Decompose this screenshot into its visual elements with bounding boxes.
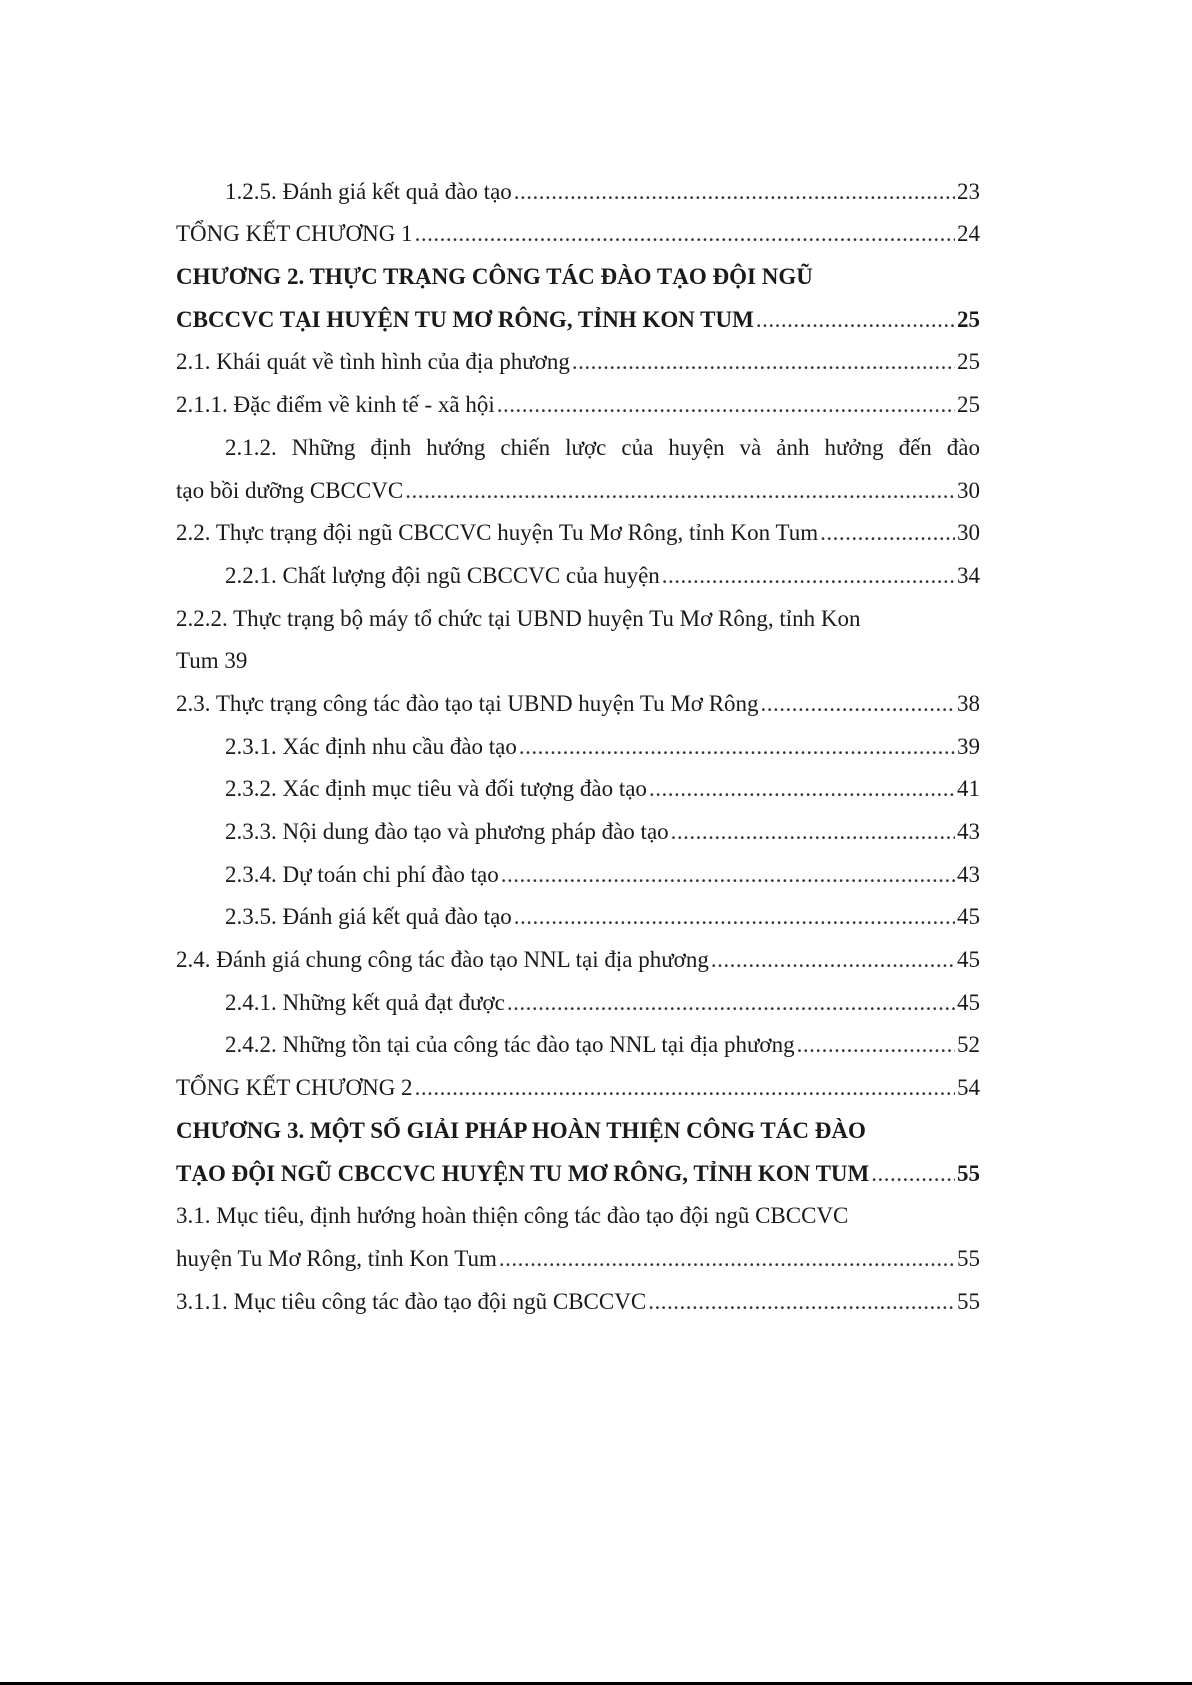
toc-entry-title: Tum 39 bbox=[176, 648, 248, 674]
toc-entry-page: 54 bbox=[957, 1075, 980, 1101]
dot-leader bbox=[649, 774, 955, 804]
toc-chapter-heading[interactable] bbox=[176, 255, 980, 298]
toc-entry[interactable] bbox=[176, 1237, 980, 1280]
toc-entry-title: 2.3. Thực trạng công tác đào tạo tại UBND huyện Tu Mơ Rông bbox=[176, 690, 759, 716]
toc-entry-title: 2.1.2. Những định hướng chiến lược của huyện và ảnh hưởng đến đào bbox=[225, 434, 980, 460]
dot-leader bbox=[820, 518, 955, 548]
dot-leader bbox=[671, 817, 955, 847]
toc-entry-page: 43 bbox=[957, 819, 980, 844]
toc-entry[interactable] bbox=[176, 1280, 980, 1323]
toc-entry[interactable] bbox=[176, 810, 980, 853]
toc-entry[interactable] bbox=[176, 725, 980, 768]
toc-entry-page: 55 bbox=[957, 1288, 980, 1314]
toc-entry-title: 2.3.5. Đánh giá kết quả đào tạo bbox=[225, 904, 512, 930]
toc-entry-page: 41 bbox=[957, 776, 980, 802]
toc-entry-title: TẠO ĐỘI NGŨ CBCCVC HUYỆN TU MƠ RÔNG, TỈNH KON TUM bbox=[176, 1160, 870, 1186]
toc-entry[interactable] bbox=[176, 554, 980, 597]
dot-leader bbox=[415, 219, 955, 249]
dot-leader bbox=[501, 860, 955, 890]
toc-entry[interactable] bbox=[176, 383, 980, 426]
toc-entry-page: 55 bbox=[957, 1160, 980, 1186]
toc-entry-title: tạo bồi dưỡng CBCCVC bbox=[176, 477, 404, 503]
dot-leader bbox=[761, 689, 955, 719]
toc-entry-page: 52 bbox=[957, 1032, 980, 1058]
toc-entry-page: 39 bbox=[957, 733, 980, 759]
toc-entry-page: 45 bbox=[957, 989, 980, 1015]
toc-entry-page: 25 bbox=[957, 306, 980, 332]
toc-entry-page: 30 bbox=[957, 520, 980, 546]
dot-leader bbox=[514, 177, 955, 207]
toc-entry[interactable] bbox=[176, 512, 980, 555]
toc-entry-title: 2.1. Khái quát về tình hình của địa phương bbox=[176, 349, 570, 375]
toc-entry-title: 2.3.4. Dự toán chi phí đào tạo bbox=[225, 861, 499, 887]
toc-entry[interactable] bbox=[176, 597, 980, 640]
toc-entry-page: 45 bbox=[957, 904, 980, 930]
dot-leader bbox=[648, 1287, 955, 1317]
dot-leader bbox=[514, 902, 955, 932]
toc-entry-title: TỔNG KẾT CHƯƠNG 1 bbox=[176, 221, 413, 247]
toc-entry[interactable] bbox=[176, 981, 980, 1024]
toc-entry-title: 2.1.1. Đặc điểm về kinh tế - xã hội bbox=[176, 392, 495, 418]
toc-entry-page: 25 bbox=[957, 392, 980, 418]
toc-entry-page: 25 bbox=[957, 349, 980, 375]
toc-entry-page: 24 bbox=[957, 221, 980, 247]
dot-leader bbox=[711, 945, 955, 975]
toc-entry-page: 23 bbox=[957, 178, 980, 204]
toc-entry-title: huyện Tu Mơ Rông, tỉnh Kon Tum bbox=[176, 1245, 497, 1271]
dot-leader bbox=[405, 476, 955, 506]
toc-entry-page: 45 bbox=[957, 947, 980, 973]
dot-leader bbox=[499, 1244, 955, 1274]
dot-leader bbox=[797, 1030, 955, 1060]
dot-leader bbox=[756, 305, 955, 335]
toc-entry-title: 3.1. Mục tiêu, định hướng hoàn thiện công tác đào tạo đội ngũ CBCCVC bbox=[176, 1203, 849, 1229]
toc-entry-page: 38 bbox=[957, 690, 980, 716]
dot-leader bbox=[415, 1073, 955, 1103]
toc-entry-title: 2.3.3. Nội dung đào tạo và phương pháp đào tạo bbox=[225, 819, 669, 844]
toc-entry[interactable] bbox=[176, 213, 980, 256]
toc-entry[interactable] bbox=[176, 1066, 980, 1109]
toc-entry-title: 2.4. Đánh giá chung công tác đào tạo NNL tại địa phương bbox=[176, 947, 709, 973]
toc-entry-page: 55 bbox=[957, 1245, 980, 1271]
toc-entry-title: CHƯƠNG 3. MỘT SỐ GIẢI PHÁP HOÀN THIỆN CÔNG TÁC ĐÀO bbox=[176, 1117, 866, 1143]
dot-leader bbox=[497, 390, 955, 420]
table-of-contents bbox=[176, 170, 980, 1323]
dot-leader bbox=[519, 732, 955, 762]
toc-chapter-heading[interactable] bbox=[176, 1152, 980, 1195]
toc-entry[interactable] bbox=[176, 682, 980, 725]
toc-entry-title: 2.2.1. Chất lượng đội ngũ CBCCVC của huyện bbox=[225, 562, 660, 588]
dot-leader bbox=[662, 561, 955, 591]
toc-entry[interactable] bbox=[176, 853, 980, 896]
toc-entry-title: 3.1.1. Mục tiêu công tác đào tạo đội ngũ CBCCVC bbox=[176, 1288, 647, 1314]
toc-chapter-heading[interactable] bbox=[176, 1109, 980, 1152]
toc-entry-title: 1.2.5. Đánh giá kết quả đào tạo bbox=[225, 178, 512, 204]
toc-entry[interactable] bbox=[176, 896, 980, 939]
toc-entry-page: 34 bbox=[957, 562, 980, 588]
toc-entry[interactable] bbox=[176, 170, 980, 213]
dot-leader bbox=[572, 347, 955, 377]
toc-entry[interactable] bbox=[176, 640, 980, 683]
toc-entry[interactable] bbox=[176, 469, 980, 512]
toc-entry-title: 2.4.2. Những tồn tại của công tác đào tạo NNL tại địa phương bbox=[225, 1032, 795, 1058]
toc-entry[interactable] bbox=[176, 1024, 980, 1067]
toc-chapter-heading[interactable] bbox=[176, 298, 980, 341]
toc-entry-title: CHƯƠNG 2. THỰC TRẠNG CÔNG TÁC ĐÀO TẠO ĐỘI NGŨ bbox=[176, 264, 813, 290]
toc-entry[interactable] bbox=[176, 768, 980, 811]
toc-entry-title: 2.3.2. Xác định mục tiêu và đối tượng đào tạo bbox=[225, 776, 647, 802]
toc-entry-page: 43 bbox=[957, 861, 980, 887]
toc-entry[interactable] bbox=[176, 938, 980, 981]
toc-entry-title: TỔNG KẾT CHƯƠNG 2 bbox=[176, 1075, 413, 1101]
dot-leader bbox=[507, 988, 955, 1018]
toc-entry[interactable] bbox=[176, 1195, 980, 1238]
toc-entry[interactable] bbox=[176, 341, 980, 384]
dot-leader bbox=[871, 1159, 955, 1189]
toc-entry-title: CBCCVC TẠI HUYỆN TU MƠ RÔNG, TỈNH KON TUM bbox=[176, 306, 754, 332]
toc-entry-title: 2.4.1. Những kết quả đạt được bbox=[225, 989, 505, 1015]
toc-entry-page: 30 bbox=[957, 477, 980, 503]
toc-entry-title: 2.2. Thực trạng đội ngũ CBCCVC huyện Tu Mơ Rông, tỉnh Kon Tum bbox=[176, 520, 819, 546]
toc-entry-title: 2.3.1. Xác định nhu cầu đào tạo bbox=[225, 733, 517, 759]
toc-entry[interactable] bbox=[176, 426, 980, 469]
toc-entry-title: 2.2.2. Thực trạng bộ máy tổ chức tại UBND huyện Tu Mơ Rông, tỉnh Kon bbox=[176, 605, 861, 631]
